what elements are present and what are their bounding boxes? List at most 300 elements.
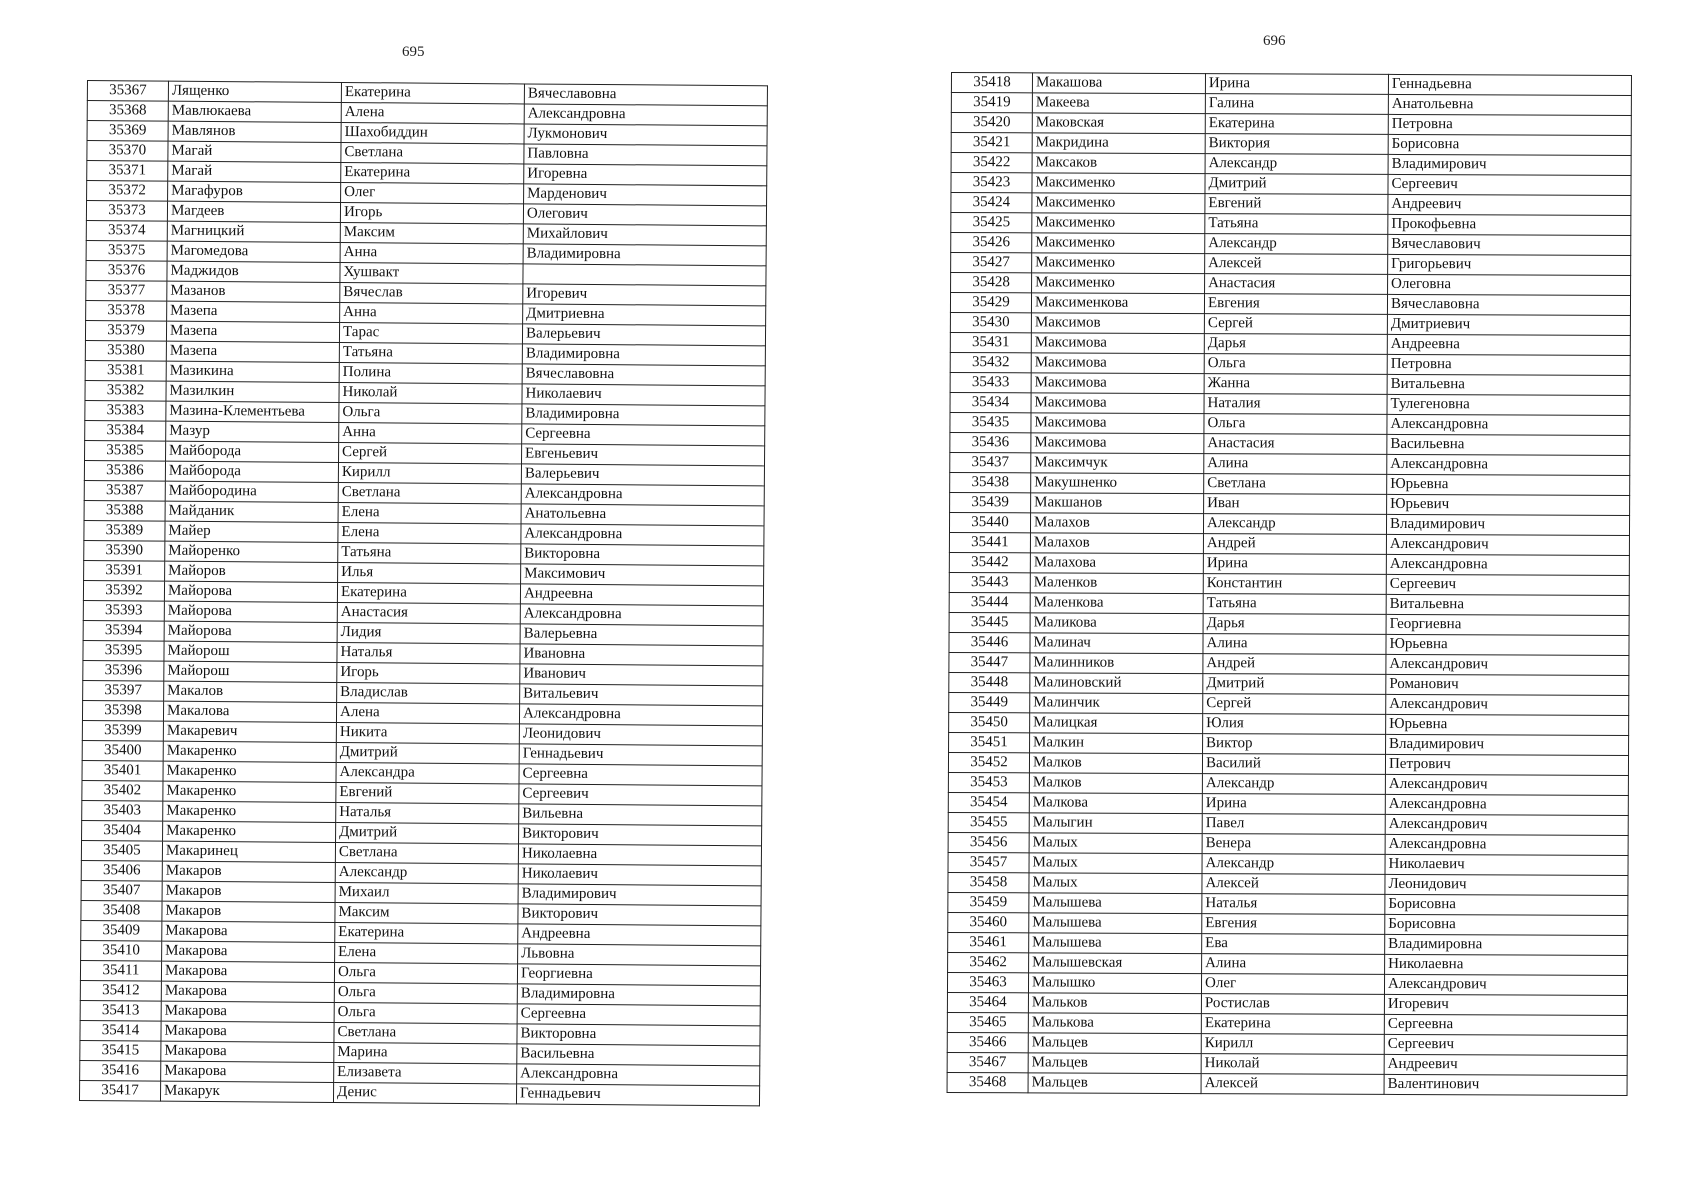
surname-cell: Мавлюкаева (168, 101, 341, 122)
table-row (79, 1080, 759, 1105)
first-name-cell: Анна (339, 422, 522, 443)
record-number: 35456 (948, 832, 1029, 852)
first-name-cell: Алина (1203, 634, 1386, 655)
first-name-cell: Виктория (1205, 134, 1388, 155)
record-number: 35367 (87, 81, 168, 102)
patronymic-cell: Сергеевич (1388, 174, 1631, 195)
surname-cell: Магай (168, 161, 341, 182)
surname-cell: Максименко (1032, 193, 1205, 214)
record-number: 35384 (85, 420, 166, 441)
record-number: 35462 (948, 952, 1029, 972)
first-name-cell: Марина (334, 1042, 517, 1063)
record-number: 35393 (83, 600, 164, 621)
surname-cell: Макаров (162, 901, 335, 922)
record-number: 35430 (950, 312, 1031, 332)
first-name-cell: Алина (1202, 954, 1385, 975)
surname-cell: Максимов (1031, 313, 1204, 334)
record-number: 35435 (950, 412, 1031, 432)
surname-cell: Максимова (1031, 333, 1204, 354)
patronymic-cell: Николаевна (1385, 954, 1628, 975)
first-name-cell: Ольга (1204, 414, 1387, 435)
first-name-cell: Игорь (340, 202, 523, 223)
surname-cell: Макарук (160, 1081, 333, 1102)
first-name-cell: Ирина (1205, 74, 1388, 95)
surname-cell: Майорош (164, 641, 337, 662)
first-name-cell: Светлана (341, 142, 524, 163)
first-name-cell: Алексей (1201, 1074, 1384, 1095)
record-number: 35440 (949, 512, 1030, 532)
surname-cell: Майоров (165, 561, 338, 582)
record-number: 35378 (86, 300, 167, 321)
surname-cell: Максимова (1031, 373, 1204, 394)
names-table-left (79, 80, 768, 1106)
patronymic-cell: Борисовна (1385, 894, 1628, 915)
patronymic-cell: Игоревич (1384, 994, 1627, 1015)
record-number: 35375 (86, 240, 167, 261)
surname-cell: Малышева (1029, 933, 1202, 954)
patronymic-cell: Григорьевич (1388, 254, 1631, 275)
patronymic-cell: Вячеславовна (522, 364, 765, 386)
surname-cell: Магницкий (167, 221, 340, 242)
record-number: 35415 (80, 1040, 161, 1061)
surname-cell: Максимчук (1031, 453, 1204, 474)
record-number: 35459 (948, 892, 1029, 912)
record-number: 35394 (83, 620, 164, 641)
surname-cell: Мальцев (1028, 1053, 1201, 1074)
surname-cell: Малых (1029, 853, 1202, 874)
patronymic-cell: Леонидович (1385, 874, 1628, 895)
first-name-cell: Евгения (1204, 294, 1387, 315)
patronymic-cell: Петровна (1388, 114, 1631, 135)
patronymic-cell: Александрович (1385, 774, 1628, 795)
page-number-right: 696 (1263, 33, 1286, 49)
patronymic-cell: Лукмонович (524, 124, 767, 146)
patronymic-cell: Викторович (518, 904, 761, 926)
record-number: 35373 (86, 201, 167, 222)
names-table-left-body (79, 81, 767, 1106)
surname-cell: Малыгин (1029, 813, 1202, 834)
patronymic-cell: Георгиевна (1386, 614, 1629, 635)
first-name-cell: Анна (340, 242, 523, 263)
record-number: 35457 (948, 852, 1029, 872)
record-number: 35412 (80, 980, 161, 1001)
record-number: 35442 (949, 552, 1030, 572)
record-number: 35370 (87, 141, 168, 162)
patronymic-cell: Николаевич (522, 384, 765, 406)
record-number: 35433 (950, 372, 1031, 392)
record-number: 35426 (951, 233, 1032, 253)
record-number: 35409 (81, 920, 162, 941)
first-name-cell: Светлана (1204, 474, 1387, 495)
first-name-cell: Алексей (1202, 874, 1385, 895)
surname-cell: Максименко (1032, 213, 1205, 234)
patronymic-cell: Викторовна (517, 1024, 760, 1046)
record-number: 35448 (949, 672, 1030, 692)
first-name-cell: Екатерина (1205, 114, 1388, 135)
first-name-cell: Евгений (336, 782, 519, 803)
first-name-cell: Константин (1203, 574, 1386, 595)
first-name-cell: Анастасия (1204, 434, 1387, 455)
patronymic-cell: Евгеньевич (521, 444, 764, 466)
first-name-cell: Лидия (337, 622, 520, 643)
surname-cell: Малинач (1030, 633, 1203, 654)
first-name-cell: Юлия (1203, 714, 1386, 735)
record-number: 35425 (951, 213, 1032, 233)
surname-cell: Малышко (1028, 973, 1201, 994)
patronymic-cell: Витальевич (520, 684, 763, 706)
first-name-cell: Екатерина (335, 922, 518, 943)
first-name-cell: Дмитрий (1203, 674, 1386, 695)
record-number: 35395 (83, 640, 164, 661)
record-number: 35407 (81, 880, 162, 901)
surname-cell: Макшанов (1031, 493, 1204, 514)
patronymic-cell: Валентинович (1384, 1074, 1627, 1095)
patronymic-cell: Сергеевич (1386, 574, 1629, 595)
surname-cell: Максименко (1032, 173, 1205, 194)
first-name-cell: Анна (340, 302, 523, 323)
record-number: 35376 (86, 260, 167, 281)
first-name-cell: Елена (335, 942, 518, 963)
first-name-cell: Алексей (1205, 254, 1388, 275)
patronymic-cell: Петрович (1385, 754, 1628, 775)
surname-cell: Мавлянов (168, 121, 341, 142)
first-name-cell: Дарья (1203, 614, 1386, 635)
record-number: 35404 (82, 820, 163, 841)
record-number: 35421 (951, 133, 1032, 153)
patronymic-cell: Николаевна (518, 844, 761, 866)
patronymic-cell: Викторовна (521, 544, 764, 566)
first-name-cell: Андрей (1203, 534, 1386, 555)
record-number: 35400 (82, 740, 163, 761)
surname-cell: Мальцев (1028, 1033, 1201, 1054)
first-name-cell: Татьяна (339, 342, 522, 363)
surname-cell: Майборода (165, 461, 338, 482)
first-name-cell: Шахобиддин (341, 122, 524, 143)
surname-cell: Макарова (161, 981, 334, 1002)
first-name-cell: Елена (338, 502, 521, 523)
surname-cell: Максименко (1032, 273, 1205, 294)
record-number: 35402 (82, 780, 163, 801)
surname-cell: Малицкая (1030, 713, 1203, 734)
patronymic-cell: Александровна (1385, 834, 1628, 855)
first-name-cell: Евгений (1205, 194, 1388, 215)
first-name-cell: Виктор (1203, 734, 1386, 755)
patronymic-cell: Васильевна (1387, 434, 1630, 455)
record-number: 35464 (947, 992, 1028, 1012)
patronymic-cell: Александровна (520, 604, 763, 626)
surname-cell: Майбородина (165, 481, 338, 502)
surname-cell: Макарова (162, 941, 335, 962)
patronymic-cell: Владимировна (523, 244, 766, 266)
record-number: 35431 (950, 332, 1031, 352)
first-name-cell: Ольга (334, 1002, 517, 1023)
table-row (947, 1072, 1627, 1095)
first-name-cell: Илья (338, 562, 521, 583)
record-number: 35463 (947, 972, 1028, 992)
patronymic-cell: Александрович (1384, 974, 1627, 995)
first-name-cell: Николай (339, 382, 522, 403)
surname-cell: Максимова (1031, 433, 1204, 454)
surname-cell: Малкин (1030, 733, 1203, 754)
first-name-cell: Николай (1201, 1054, 1384, 1075)
first-name-cell: Денис (333, 1082, 516, 1103)
record-number: 35453 (948, 772, 1029, 792)
record-number: 35467 (947, 1052, 1028, 1072)
patronymic-cell: Дмитриевич (1387, 314, 1630, 335)
record-number: 35434 (950, 392, 1031, 412)
first-name-cell: Ростислав (1201, 994, 1384, 1015)
first-name-cell: Владислав (337, 682, 520, 703)
patronymic-cell: Максимович (521, 564, 764, 586)
patronymic-cell: Александровна (521, 484, 764, 506)
patronymic-cell: Вячеславовна (1387, 294, 1630, 315)
surname-cell: Малых (1029, 833, 1202, 854)
first-name-cell: Светлана (334, 1022, 517, 1043)
first-name-cell: Александр (1205, 234, 1388, 255)
first-name-cell: Анастасия (1205, 274, 1388, 295)
record-number: 35423 (951, 173, 1032, 193)
patronymic-cell: Сергеевна (517, 1004, 760, 1026)
first-name-cell: Светлана (338, 482, 521, 503)
first-name-cell: Дмитрий (336, 822, 519, 843)
surname-cell: Майданик (165, 501, 338, 522)
surname-cell: Магомедова (167, 241, 340, 262)
record-number: 35414 (80, 1020, 161, 1041)
patronymic-cell: Олеговна (1388, 274, 1631, 295)
surname-cell: Мазепа (166, 321, 339, 342)
surname-cell: Макашова (1032, 73, 1205, 94)
patronymic-cell: Андреевна (520, 584, 763, 606)
record-number: 35443 (949, 572, 1030, 592)
patronymic-cell: Романович (1386, 674, 1629, 695)
patronymic-cell: Геннадьевич (516, 1084, 759, 1106)
record-number: 35389 (84, 520, 165, 541)
surname-cell: Макарова (162, 921, 335, 942)
first-name-cell: Евгения (1202, 914, 1385, 935)
record-number: 35422 (951, 153, 1032, 173)
record-number: 35449 (949, 692, 1030, 712)
patronymic-cell: Юрьевна (1386, 714, 1629, 735)
record-number: 35381 (85, 360, 166, 381)
record-number: 35461 (948, 932, 1029, 952)
surname-cell: Макаренко (163, 781, 336, 802)
first-name-cell: Сергей (1203, 694, 1386, 715)
patronymic-cell: Юрьевна (1386, 634, 1629, 655)
patronymic-cell: Игоревич (523, 284, 766, 306)
surname-cell: Малкова (1029, 793, 1202, 814)
patronymic-cell: Александрович (1385, 814, 1628, 835)
surname-cell: Малахов (1030, 533, 1203, 554)
patronymic-cell: Олегович (523, 204, 766, 226)
first-name-cell: Кирилл (338, 462, 521, 483)
first-name-cell: Вячеслав (340, 282, 523, 303)
patronymic-cell: Леонидович (519, 724, 762, 746)
surname-cell: Лященко (168, 81, 341, 102)
first-name-cell: Ольга (334, 962, 517, 983)
patronymic-cell: Витальевна (1386, 594, 1629, 615)
patronymic-cell: Юрьевич (1387, 494, 1630, 515)
surname-cell: Малинчик (1030, 693, 1203, 714)
patronymic-cell: Александровна (517, 1064, 760, 1086)
surname-cell: Мазепа (166, 341, 339, 362)
surname-cell: Макаров (162, 881, 335, 902)
record-number: 35438 (950, 472, 1031, 492)
first-name-cell: Татьяна (1203, 594, 1386, 615)
record-number: 35382 (85, 380, 166, 401)
patronymic-cell: Викторович (519, 824, 762, 846)
record-number: 35386 (84, 460, 165, 481)
first-name-cell: Екатерина (341, 162, 524, 183)
surname-cell: Макарова (161, 1041, 334, 1062)
patronymic-cell: Николаевич (1385, 854, 1628, 875)
first-name-cell: Алена (341, 102, 524, 123)
record-number: 35388 (84, 500, 165, 521)
patronymic-cell: Михайлович (523, 224, 766, 246)
first-name-cell: Екатерина (1201, 1014, 1384, 1035)
patronymic-cell: Андреевич (1388, 194, 1631, 215)
record-number: 35406 (81, 860, 162, 881)
surname-cell: Мазепа (167, 301, 340, 322)
record-number: 35427 (951, 253, 1032, 273)
record-number: 35379 (85, 320, 166, 341)
surname-cell: Майборода (166, 441, 339, 462)
patronymic-cell: Петровна (1387, 354, 1630, 375)
record-number: 35436 (950, 432, 1031, 452)
first-name-cell: Олег (1201, 974, 1384, 995)
patronymic-cell: Валерьевич (522, 324, 765, 346)
first-name-cell: Наталья (337, 642, 520, 663)
surname-cell: Макаренко (163, 801, 336, 822)
record-number: 35380 (85, 340, 166, 361)
patronymic-cell: Андреевна (518, 924, 761, 946)
record-number: 35452 (948, 752, 1029, 772)
patronymic-cell: Николаевич (518, 864, 761, 886)
first-name-cell: Иван (1204, 494, 1387, 515)
record-number: 35369 (87, 121, 168, 142)
first-name-cell: Дарья (1204, 334, 1387, 355)
surname-cell: Малахова (1030, 553, 1203, 574)
record-number: 35465 (947, 1012, 1028, 1032)
record-number: 35377 (86, 280, 167, 301)
patronymic-cell: Игоревна (524, 164, 767, 186)
surname-cell: Мазилкин (166, 381, 339, 402)
surname-cell: Майорош (164, 661, 337, 682)
surname-cell: Мазур (166, 421, 339, 442)
record-number: 35403 (82, 800, 163, 821)
names-table-right-body (947, 73, 1631, 1096)
patronymic-cell: Вячеславовна (524, 84, 767, 106)
names-table-right (947, 72, 1632, 1096)
record-number: 35374 (86, 220, 167, 241)
record-number: 35447 (949, 652, 1030, 672)
patronymic-cell: Сергеевна (522, 424, 765, 446)
patronymic-cell: Владимирович (1386, 514, 1629, 535)
patronymic-cell: Сергеевич (519, 784, 762, 806)
record-number: 35466 (947, 1032, 1028, 1052)
record-number: 35368 (87, 101, 168, 122)
surname-cell: Малков (1029, 753, 1202, 774)
patronymic-cell: Ивановна (520, 644, 763, 666)
surname-cell: Макаров (162, 861, 335, 882)
surname-cell: Маликова (1030, 613, 1203, 634)
surname-cell: Малинников (1030, 653, 1203, 674)
record-number: 35416 (80, 1060, 161, 1081)
surname-cell: Мазина-Клементьева (166, 401, 339, 422)
surname-cell: Малышевская (1029, 953, 1202, 974)
surname-cell: Майорова (164, 601, 337, 622)
record-number: 35418 (951, 73, 1032, 93)
first-name-cell: Татьяна (338, 542, 521, 563)
surname-cell: Макаренко (163, 821, 336, 842)
surname-cell: Маковская (1032, 113, 1205, 134)
patronymic-cell: Борисовна (1388, 134, 1631, 155)
surname-cell: Максименкова (1031, 293, 1204, 314)
record-number: 35408 (81, 900, 162, 921)
first-name-cell: Сергей (1204, 314, 1387, 335)
patronymic-cell: Александровна (1385, 794, 1628, 815)
surname-cell: Майер (165, 521, 338, 542)
patronymic-cell: Владимировна (522, 344, 765, 366)
first-name-cell: Ирина (1203, 554, 1386, 575)
first-name-cell: Олег (341, 182, 524, 203)
surname-cell: Мазанов (167, 281, 340, 302)
patronymic-cell: Александрович (1386, 694, 1629, 715)
surname-cell: Мальков (1028, 993, 1201, 1014)
first-name-cell: Татьяна (1205, 214, 1388, 235)
patronymic-cell: Геннадьевна (1388, 74, 1631, 95)
patronymic-cell: Александровна (1387, 454, 1630, 475)
first-name-cell: Александр (1205, 154, 1388, 175)
patronymic-cell: Сергеевна (519, 764, 762, 786)
patronymic-cell: Александровна (521, 524, 764, 546)
first-name-cell: Александр (1202, 774, 1385, 795)
record-number: 35385 (85, 440, 166, 461)
surname-cell: Магдеев (167, 201, 340, 222)
first-name-cell: Кирилл (1201, 1034, 1384, 1055)
first-name-cell: Дмитрий (336, 742, 519, 763)
first-name-cell: Алена (336, 702, 519, 723)
first-name-cell: Сергей (339, 442, 522, 463)
patronymic-cell: Владимирович (1386, 734, 1629, 755)
surname-cell: Максимова (1031, 393, 1204, 414)
record-number: 35439 (950, 492, 1031, 512)
surname-cell: Максаков (1032, 153, 1205, 174)
first-name-cell: Елена (338, 522, 521, 543)
first-name-cell: Ольга (1204, 354, 1387, 375)
record-number: 35398 (82, 700, 163, 721)
first-name-cell: Ольга (339, 402, 522, 423)
surname-cell: Майоренко (165, 541, 338, 562)
record-number: 35401 (82, 760, 163, 781)
record-number: 35387 (84, 480, 165, 501)
first-name-cell: Павел (1202, 814, 1385, 835)
patronymic-cell: Сергеевна (1384, 1014, 1627, 1035)
record-number: 35441 (949, 532, 1030, 552)
record-number: 35396 (83, 660, 164, 681)
record-number: 35399 (82, 720, 163, 741)
first-name-cell: Максим (335, 902, 518, 923)
surname-cell: Малышева (1029, 893, 1202, 914)
first-name-cell: Ольга (334, 982, 517, 1003)
patronymic-cell: Дмитриевна (523, 304, 766, 326)
surname-cell: Майорова (164, 621, 337, 642)
surname-cell: Максименко (1032, 233, 1205, 254)
record-number: 35397 (83, 680, 164, 701)
patronymic-cell: Львовна (518, 944, 761, 966)
surname-cell: Мазикина (166, 361, 339, 382)
patronymic-cell: Владимирович (518, 884, 761, 906)
surname-cell: Макридина (1032, 133, 1205, 154)
